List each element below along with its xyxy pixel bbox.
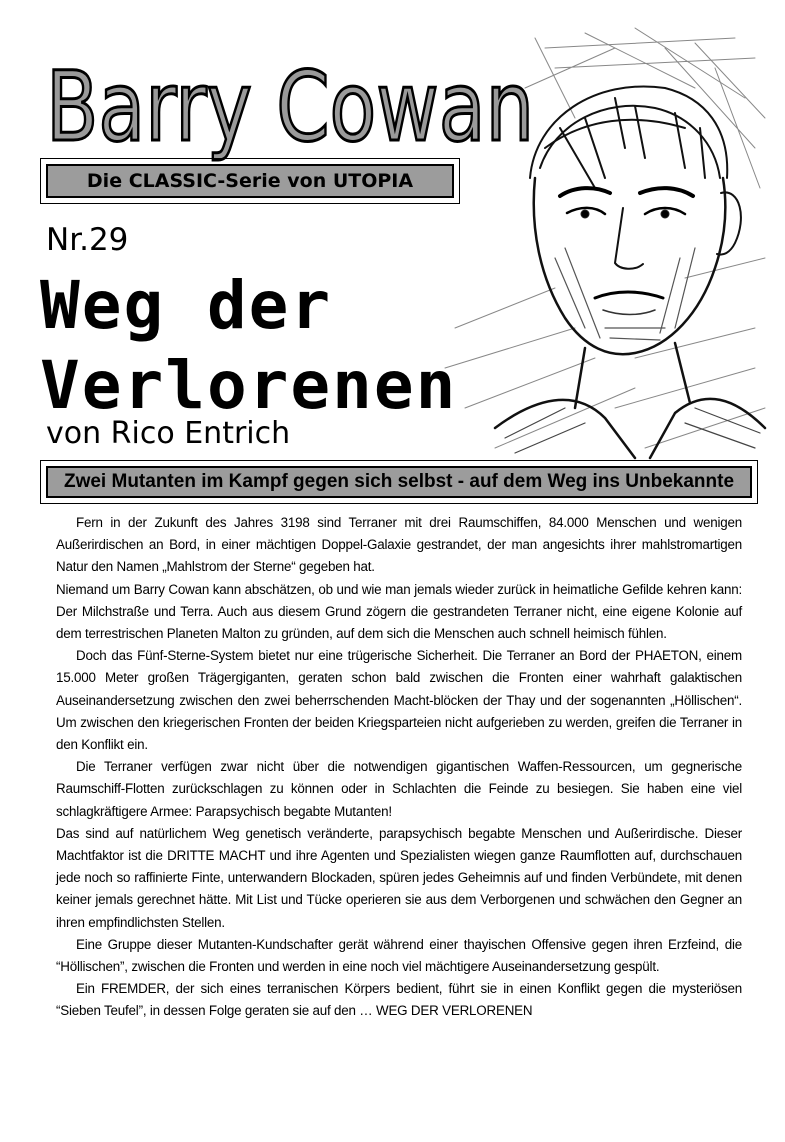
paragraph: Ein FREMDER, der sich eines terranischen Körpers bedient, führt sie in einen Konflikt gegen die mysteriösen “Sieben Teufel”, in dessen Folge geraten sie auf den … WEG DER VERLORENEN (56, 981, 742, 1019)
title-line-1: Weg der (40, 267, 333, 344)
paragraph: Fern in der Zukunft des Jahres 3198 sind Terraner mit drei Raumschiffen, 84.000 Menschen und wenigen Außerirdischen an Bord, in einer mächtigen Doppel-Galaxie gestrandet, der man angesichts ihrer mahlstromartigen Natur den Namen „Mahlstrom der Sterne“ gegeben hat. (56, 515, 742, 575)
series-banner (40, 158, 460, 204)
author-byline: von Rico Entrich (46, 416, 291, 451)
title-line-2: Verlorenen (40, 347, 458, 424)
series-label: Die CLASSIC-Serie von UTOPIA (46, 164, 454, 198)
book-title (40, 266, 458, 426)
paragraph: Die Terraner verfügen zwar nicht über die notwendigen gigantischen Waffen-Ressourcen, um gegnerische Raumschiff-Flotten zurückschlagen zu können oder in Schlachten die Feinde zu besiegen. Sie haben eine viel schlagkräftigere Armee: Parapsychisch begabte Mutanten! (56, 759, 742, 819)
portrait-illustration (435, 28, 765, 458)
tagline-text: Zwei Mutanten im Kampf gegen sich selbst - auf dem Weg ins Unbekannte (46, 466, 752, 498)
brand-logo-text: Barry Cowan (46, 51, 534, 163)
tagline-banner (40, 460, 758, 504)
synopsis-text (56, 512, 742, 1023)
paragraph: Eine Gruppe dieser Mutanten-Kundschafter gerät während einer thayischen Offensive gegen ihren Erzfeind, die “Höllischen”, zwischen die Fronten und werden in eine noch viel mächtigere Auseinandersetzung gespült. (56, 936, 742, 975)
paragraph: Doch das Fünf-Sterne-System bietet nur eine trügerische Sicherheit. Die Terraner an Bord der PHAETON, einem 15.000 Meter großen Trägergiganten, geraten schon bald zwischen die Fronten einer wahrhaft galaktischen Auseinandersetzung zwischen den zwei beherrschenden Macht-blöcken der Thay und der sogenannten „Höllischen“. Um zwischen den kriegerischen Fronten der beiden Kriegsparteien nicht aufgerieben zu werden, greifen die Terraner in den Konflikt ein. (56, 648, 742, 753)
paragraph: Niemand um Barry Cowan kann abschätzen, ob und wie man jemals wieder zurück in heimatliche Gefilde kehren kann: Der Milchstraße und Terra. Auch aus diesem Grund zögern die gestrandeten Terraner nicht, eine eigene Kolonie auf dem terrestrischen Planeten Malton zu gründen, auf dem sich die Menschen auch schnell heimisch fühlen. (56, 581, 742, 642)
issue-number: Nr.29 (46, 222, 129, 258)
paragraph: Das sind auf natürlichem Weg genetisch veränderte, parapsychisch begabte Menschen und Außerirdische. Dieser Machtfaktor ist die DRITTE MACHT und ihre Agenten und Spezialisten wiegen ganze Raumflotten auf, durchschauen jede noch so raffinierte Finte, unterwandern Blockaden, spüren jedes Geheimnis auf und finden Verbündete, mit denen keiner jemals gerechnet hätte. Mit List und Tücke operieren sie aus dem Verborgenen und schwächen den Gegner an ihren empfindlichsten Stellen. (56, 825, 742, 930)
